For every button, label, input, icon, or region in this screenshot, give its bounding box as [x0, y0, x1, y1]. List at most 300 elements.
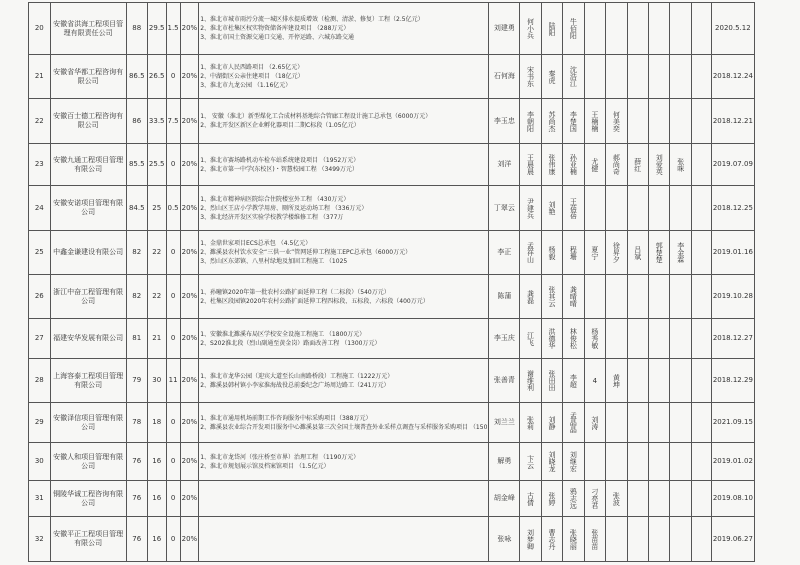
rate: 20% [180, 55, 199, 99]
member-name [520, 275, 541, 319]
company-name: 铜陵华诚工程咨询有限公司 [50, 481, 126, 517]
member-name [670, 359, 691, 403]
total-score: 82 [126, 231, 147, 275]
member-name [541, 359, 562, 403]
row-number: 24 [29, 186, 51, 231]
member-name [670, 99, 691, 144]
member-name [670, 275, 691, 319]
member-name [584, 403, 605, 443]
member-name-text: 卞云 [526, 454, 535, 469]
project-list [199, 481, 489, 517]
member-name [563, 319, 584, 359]
member-name [563, 186, 584, 231]
project-item: 1、淮北市人民西路项目 （2.65亿元） [200, 64, 304, 71]
member-name [584, 186, 605, 231]
score-b: 0 [166, 481, 180, 517]
member-name-text: 牛佰阳 [569, 18, 578, 39]
project-leader: 张善青 [489, 359, 520, 403]
blank-cell [691, 319, 711, 359]
member-name-text: 张婷 [547, 491, 556, 506]
member-name-text: 张田田 [547, 370, 556, 391]
row-number: 21 [29, 55, 51, 99]
member-name [627, 443, 648, 481]
member-name-text: 鸦志远 [569, 488, 578, 509]
project-list [199, 517, 489, 562]
project-list [199, 359, 489, 403]
blank-cell [691, 517, 711, 562]
member-name-text: 秦虎 [547, 69, 556, 84]
member-name-text: 杨秀敏 [590, 328, 599, 349]
member-name [627, 231, 648, 275]
score-b: 0 [166, 403, 180, 443]
member-name-text: 沈浩江 [569, 66, 578, 87]
member-name-text: 何美奕 [612, 110, 621, 132]
project-item: 2、烈山区王店小学教学用房、厕所及运动场工程 （336万元） [200, 204, 368, 212]
member-name-text: 黄坤 [612, 373, 621, 388]
rate: 20% [180, 231, 199, 275]
score-b: 0 [166, 319, 180, 359]
row-number: 22 [29, 99, 51, 144]
table-row [29, 3, 800, 55]
total-score: 76 [126, 481, 147, 517]
company-name: 安徽九通工程项目管理有限公司 [50, 144, 126, 186]
member-name [606, 443, 627, 481]
project-item: 2、淮北市规划展示馆及档案馆项目 （1.5亿元） [200, 462, 330, 470]
member-name [541, 55, 562, 99]
member-name [670, 517, 691, 562]
member-name [541, 319, 562, 359]
member-name [649, 55, 670, 99]
member-name-text: 吕斌 [633, 245, 642, 260]
project-leader: 李正 [489, 231, 520, 275]
member-name-text: 张波 [612, 491, 621, 506]
member-name-text: 李超 [569, 373, 578, 388]
score-b: 0 [166, 443, 180, 481]
company-name: 中鑫金谦建设有限公司 [50, 231, 126, 275]
row-number: 28 [29, 359, 51, 403]
member-name-text: 张其云 [547, 286, 556, 307]
member-name [649, 517, 670, 562]
register-date: 2019.10.28 [711, 275, 754, 319]
score-a: 16 [147, 481, 166, 517]
member-name [541, 443, 562, 481]
member-name [627, 319, 648, 359]
member-name [670, 443, 691, 481]
rate: 20% [180, 3, 199, 55]
rate: 20% [180, 319, 199, 359]
member-name [670, 3, 691, 55]
blank-cell [691, 144, 711, 186]
member-name-text: 张晓丽 [569, 528, 578, 550]
register-date: 2019.07.09 [711, 144, 754, 186]
project-item: 2、中湖街区公亲住建项目 （18亿元） [200, 73, 304, 80]
table-row [29, 517, 800, 562]
company-name: 浙江中奋工程管理有限公司 [50, 275, 126, 319]
project-list [199, 231, 489, 275]
member-name-text: 程珊 [569, 245, 578, 260]
member-name [563, 55, 584, 99]
score-a: 26.5 [147, 55, 166, 99]
member-name-text: 4 [590, 376, 599, 385]
score-a: 29.5 [147, 3, 166, 55]
blank-cell [691, 99, 711, 144]
member-name [627, 55, 648, 99]
member-name-text: 尹建兵 [526, 197, 535, 219]
member-name-text: 郭楚楚 [655, 242, 664, 263]
member-name [649, 319, 670, 359]
total-score: 86 [126, 99, 147, 144]
score-b: 7.5 [166, 99, 180, 144]
table-row [29, 443, 800, 481]
company-name: 福建安华发展有限公司 [50, 319, 126, 359]
member-name [563, 517, 584, 562]
score-a: 21 [147, 319, 166, 359]
register-date: 2019.01.02 [711, 443, 754, 481]
total-score: 76 [126, 443, 147, 481]
member-name-text: 孟晶晶 [569, 412, 578, 433]
project-leader: 李玉忠 [489, 99, 520, 144]
company-name: 安徽人和项目管理有限公司 [50, 443, 126, 481]
total-score: 78 [126, 403, 147, 443]
member-name-text: 刘涛 [590, 415, 599, 430]
register-date: 2021.09.15 [711, 403, 754, 443]
member-name [627, 403, 648, 443]
project-item: 2、S202淮北段（烈山副通至黄金岗）路面改善工程 （1300万元） [200, 339, 381, 347]
total-score: 86.5 [126, 55, 147, 99]
score-b: 0.5 [166, 186, 180, 231]
member-name [606, 144, 627, 186]
member-name-text: 林俊松 [569, 328, 578, 349]
project-item: 2、淮北市杜集区权实物资储备库建设项目 （288万元） [200, 25, 350, 32]
member-name [670, 403, 691, 443]
rate: 20% [180, 359, 199, 403]
row-number: 25 [29, 231, 51, 275]
member-name [541, 186, 562, 231]
table-row [29, 99, 800, 144]
register-date: 2019.01.16 [711, 231, 754, 275]
project-list [199, 55, 489, 99]
blank-cell [691, 275, 711, 319]
member-name [606, 481, 627, 517]
member-name-text: 孙亚楠 [569, 154, 578, 175]
member-name [627, 481, 648, 517]
table-row [29, 403, 800, 443]
score-b: 0 [166, 55, 180, 99]
member-name [584, 517, 605, 562]
score-b: 11 [166, 359, 180, 403]
project-leader: 石何海 [489, 55, 520, 99]
project-item: 2、淮北市第一中学(东校区)・智慧校园工程 （3499万元） [200, 165, 358, 173]
member-name-text: 王蓓蓓 [569, 197, 578, 219]
score-a: 33.5 [147, 99, 166, 144]
project-item: 1、淮北市通用机场前期工作咨询服务中标采购项目（388万元） [200, 414, 372, 422]
project-list [199, 403, 489, 443]
project-item: 1、安徽淮北濉溪布局区学校安全设施工程施工 （1800万元） [200, 330, 366, 338]
member-name [584, 275, 605, 319]
project-item: 3、淮北市国土资源交通口交通、开停运路、六城东路交通 [200, 34, 355, 41]
member-name-text: 洪德华 [547, 328, 556, 349]
member-name [541, 403, 562, 443]
member-name-text: 孟祥山 [526, 242, 535, 263]
member-name-text: 江飞 [526, 331, 535, 346]
member-name [649, 231, 670, 275]
company-name: 安徽省洪海工程项目管理有限责任公司 [50, 3, 126, 55]
member-name [520, 231, 541, 275]
member-name-text: 杨毅 [547, 245, 556, 260]
row-number: 32 [29, 517, 51, 562]
project-item: 1、 安徽（淮北）新型煤化工合成材料基地综合管廊工程设计施工总承包（6000万元） [200, 113, 432, 120]
member-name [627, 275, 648, 319]
project-list [199, 144, 489, 186]
member-name [563, 231, 584, 275]
member-name [670, 231, 691, 275]
blank-cell [691, 186, 711, 231]
row-number: 26 [29, 275, 51, 319]
member-name [563, 481, 584, 517]
company-name: 上海容泰工程项目管理有限公司 [50, 359, 126, 403]
member-name-text: 刘晓龙 [547, 451, 556, 472]
table-row [29, 275, 800, 319]
project-list [199, 319, 489, 359]
row-number: 31 [29, 481, 51, 517]
member-name [606, 99, 627, 144]
member-name [670, 55, 691, 99]
rate: 20% [180, 144, 199, 186]
member-name-text: 郝尚奇 [612, 154, 621, 175]
table-row [29, 359, 800, 403]
project-item: 2、淮北开发区新区企业孵化器项目二期C标段（1.05亿元） [200, 122, 360, 129]
member-name-text: 李金霖 [676, 242, 685, 263]
blank-cell [691, 443, 711, 481]
register-date: 2019.08.10 [711, 481, 754, 517]
member-name [606, 359, 627, 403]
member-name [627, 186, 648, 231]
project-list [199, 99, 489, 144]
score-b: 0 [166, 144, 180, 186]
project-item: 3、烈山区东郊镇、八里村绿地及加固工程施工 （1025 [200, 258, 348, 265]
row-number: 29 [29, 403, 51, 443]
blank-cell [691, 3, 711, 55]
member-name [606, 3, 627, 55]
member-name-text: 张伟康 [547, 154, 556, 175]
blank-cell [691, 359, 711, 403]
score-a: 22 [147, 275, 166, 319]
member-name [606, 275, 627, 319]
total-score: 79 [126, 359, 147, 403]
member-name [649, 144, 670, 186]
member-name [606, 231, 627, 275]
member-name [520, 144, 541, 186]
member-name [649, 186, 670, 231]
project-leader: 解勇 [489, 443, 520, 481]
table-row [29, 55, 800, 99]
member-name [541, 275, 562, 319]
margin-stamp-mark [4, 32, 26, 122]
project-leader: 陈蒲 [489, 275, 520, 319]
company-name: 安徽平正工程项目管理有限公司 [50, 517, 126, 562]
rate: 20% [180, 275, 199, 319]
total-score: 84.5 [126, 186, 147, 231]
score-a: 16 [147, 517, 166, 562]
member-name [606, 319, 627, 359]
member-name [584, 443, 605, 481]
project-leader: 李玉庆 [489, 319, 520, 359]
score-b: 0 [166, 517, 180, 562]
project-item: 2、濉溪县农业综合开发项目服务中心濉溪县第三次全国土壤普查外业采样点调查与采样服务采购项目 （150 [200, 423, 488, 431]
score-a: 25 [147, 186, 166, 231]
project-item: 2、杜集区段园镇2020年农村公路扩面延伸工程四标段、五标段、六标段（400万元） [200, 297, 429, 305]
register-date: 2018.12.21 [711, 99, 754, 144]
member-name [649, 275, 670, 319]
project-item: 1、淮北市赛场路机动车检车站系统建设项目 （1952万元） [200, 156, 360, 164]
member-name [649, 443, 670, 481]
member-name-text: 王晨晨 [526, 154, 535, 175]
project-item: 1、淮北市龙华公园（迎宾大道至长山南路桥段）工程施工（1222万元） [200, 372, 394, 380]
register-date: 2019.06.27 [711, 517, 754, 562]
project-leader: 刘建勇 [489, 3, 520, 55]
evaluation-table [28, 2, 800, 562]
member-name [606, 517, 627, 562]
rate: 20% [180, 99, 199, 144]
member-name [584, 481, 605, 517]
member-name-text: 谢维利 [526, 370, 535, 391]
member-name [520, 319, 541, 359]
project-list [199, 443, 489, 481]
member-name [520, 3, 541, 55]
register-date: 2018.12.29 [711, 359, 754, 403]
member-name-text: 古倩 [526, 491, 535, 506]
register-date: 2020.5.12 [711, 3, 754, 55]
member-name-text: 刘爱英 [655, 154, 664, 175]
member-name [520, 517, 541, 562]
total-score: 85.5 [126, 144, 147, 186]
rate: 20% [180, 403, 199, 443]
member-name [563, 403, 584, 443]
row-number: 20 [29, 3, 51, 55]
member-name-text: 刘静 [547, 415, 556, 430]
member-name [563, 359, 584, 403]
register-date: 2018.12.25 [711, 186, 754, 231]
member-name [584, 231, 605, 275]
member-name [627, 359, 648, 403]
project-list [199, 3, 489, 55]
member-name [649, 481, 670, 517]
member-name [649, 403, 670, 443]
member-name [584, 3, 605, 55]
member-name [649, 3, 670, 55]
total-score: 82 [126, 275, 147, 319]
blank-cell [691, 231, 711, 275]
member-name [541, 481, 562, 517]
member-name-text: 刁亮君 [590, 488, 599, 509]
member-name-text: 王楠楠 [590, 110, 599, 132]
member-name [563, 275, 584, 319]
member-name [627, 144, 648, 186]
member-name-text: 张莉 [526, 415, 535, 430]
member-name [563, 99, 584, 144]
member-name [520, 99, 541, 144]
member-name [541, 231, 562, 275]
project-item: 3、淮北经济开发区实验学校教学楼维修工程 （377万 [200, 213, 344, 221]
project-item: 1、淮北市精神病医院综合住院楼室外工程 （430万元） [200, 195, 350, 203]
member-name [563, 3, 584, 55]
member-name [520, 443, 541, 481]
member-name [670, 186, 691, 231]
member-name [627, 3, 648, 55]
total-score: 81 [126, 319, 147, 359]
table-row [29, 481, 800, 517]
project-item: 3、淮北市九龙公园 （1.16亿元） [200, 82, 292, 89]
project-item: 2、濉溪县农村饮水安全“三供一业”管网延伸工程施工EPC总承包（6000万元） [200, 249, 412, 256]
rate: 20% [180, 443, 199, 481]
member-name [520, 403, 541, 443]
member-name-text: 张咪 [676, 157, 685, 172]
score-a: 25.5 [147, 144, 166, 186]
blank-cell [691, 403, 711, 443]
member-name-text: 龚磊 [526, 289, 535, 304]
project-item: 2、濉溪县韩村镇小李家淮海战役总前委纪念广场周边路工（241万元） [200, 381, 390, 389]
register-date: 2018.12.24 [711, 55, 754, 99]
project-leader: 张咏 [489, 517, 520, 562]
score-b: 1.5 [166, 3, 180, 55]
member-name [563, 144, 584, 186]
member-name [541, 3, 562, 55]
member-name [584, 99, 605, 144]
member-name [520, 359, 541, 403]
member-name [670, 319, 691, 359]
member-name [520, 481, 541, 517]
member-name [627, 517, 648, 562]
member-name [606, 186, 627, 231]
rate: 20% [180, 481, 199, 517]
member-name [520, 186, 541, 231]
member-name-text: 张苗苗 [590, 528, 599, 550]
blank-cell [691, 55, 711, 99]
total-score: 88 [126, 3, 147, 55]
score-a: 16 [147, 443, 166, 481]
row-number: 30 [29, 443, 51, 481]
register-date: 2018.12.27 [711, 319, 754, 359]
member-name-text: 徐昇夕 [612, 242, 621, 263]
member-name-text: 曹志丹 [547, 528, 556, 550]
total-score: 76 [126, 517, 147, 562]
table-row [29, 144, 800, 186]
company-name: 安徽省华都工程咨询有限公司 [50, 55, 126, 99]
member-name-text: 夏宁 [590, 245, 599, 260]
blank-cell [691, 481, 711, 517]
member-name-text: 宋书东 [526, 66, 535, 87]
member-name-text: 陆阳 [547, 21, 556, 36]
member-name-text: 刘继宏 [569, 451, 578, 472]
member-name [606, 55, 627, 99]
score-a: 30 [147, 359, 166, 403]
member-name [541, 144, 562, 186]
project-item: 1、金鼎世家项目ECS总承包 （4.5亿元） [200, 240, 312, 247]
rate: 20% [180, 517, 199, 562]
score-b: 0 [166, 231, 180, 275]
row-number: 27 [29, 319, 51, 359]
member-name [541, 99, 562, 144]
member-name [670, 481, 691, 517]
member-name [541, 517, 562, 562]
member-name-text: 刘艳 [547, 201, 556, 215]
project-leader: 胡金峰 [489, 481, 520, 517]
member-name-text: 薛红 [633, 157, 642, 172]
member-name [584, 319, 605, 359]
company-name: 安徽百士德工程咨询有限公司 [50, 99, 126, 144]
member-name [649, 359, 670, 403]
member-name [627, 99, 648, 144]
